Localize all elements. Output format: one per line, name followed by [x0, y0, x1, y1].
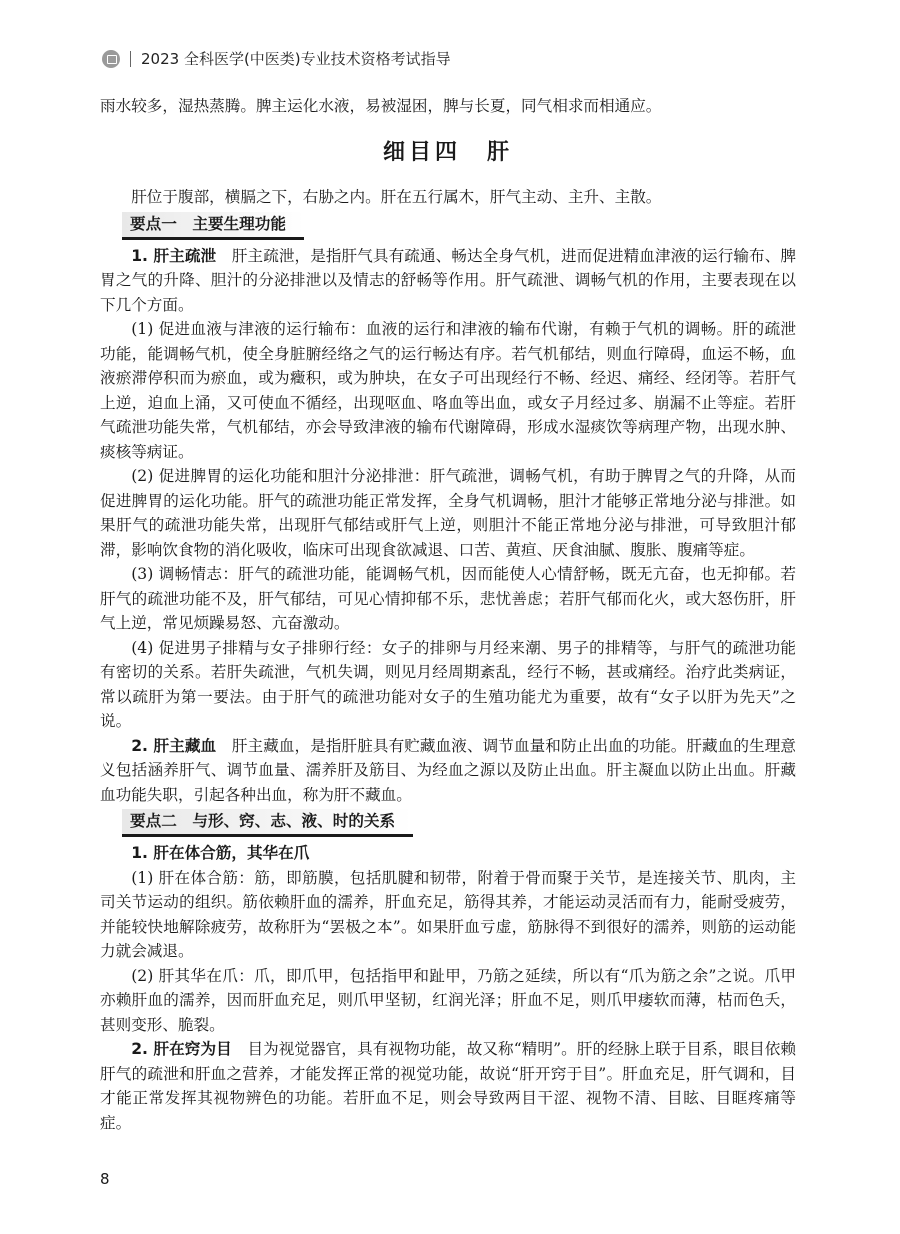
- item-lead: 1. 肝在体合筋，其华在爪: [131, 844, 310, 862]
- section-heading-2: 要点二 与形、窍、志、液、时的关系: [122, 809, 413, 837]
- chapter-summary: 肝位于腹部，横膈之下，右胁之内。肝在五行属木，肝气主动、主升、主散。: [131, 188, 662, 206]
- item-liver-blood-storage: [100, 734, 796, 808]
- item-lead: 2. 肝主藏血: [131, 736, 217, 755]
- book-icon: [102, 50, 120, 68]
- sub-paragraph: (3) 调畅情志：肝气的疏泄功能，能调畅气机，因而能使人心情舒畅，既无亢奋，也无抑郁。若肝气的疏泄功能不及，肝气郁结，可见心情抑郁不乐，悲忧善虑；若肝气郁而化火，或大怒伤肝，肝气上逆，常见烦躁易怒、亢奋激动。: [100, 565, 796, 632]
- item-text: 肝主藏血，是指肝脏具有贮藏血液、调节血量和防止出血的功能。肝藏血的生理意义包括涵养肝气、调节血量、濡养肝及筋目、为经血之源以及防止出血。肝主凝血以防止出血。肝藏血功能失职，引起各种出血，称为肝不藏血。: [100, 736, 796, 804]
- item-liver-eyes: [100, 1037, 796, 1135]
- sub-paragraph: (4) 促进男子排精与女子排卵行经：女子的排卵与月经来潮、男子的排精等，与肝气的疏泄功能有密切的关系。若肝失疏泄，气机失调，则见月经周期紊乱，经行不畅，甚或痛经。治疗此类病证，常以疏肝为第一要法。由于肝气的疏泄功能对女子的生殖功能尤为重要，故有“女子以肝为先天”之说。: [100, 638, 796, 730]
- book-title: 2023 全科医学(中医类)专业技术资格考试指导: [141, 50, 451, 68]
- running-header: [102, 48, 451, 69]
- sub-paragraph: (2) 肝其华在爪：爪，即爪甲，包括指甲和趾甲，乃筋之延续，所以有“爪为筋之余”之说。爪甲亦赖肝血的濡养，因而肝血充足，则爪甲坚韧，红润光泽；肝血不足，则爪甲痿软而薄，枯而色夭，甚则变形、脆裂。: [100, 966, 796, 1034]
- item-text: 肝主疏泄，是指肝气具有疏通、畅达全身气机，进而促进精血津液的运行输布、脾胃之气的升降、胆汁的分泌排泄以及情志的舒畅等作用。肝气疏泄、调畅气机的作用，主要表现在以下几个方面。: [100, 246, 796, 314]
- header-divider: [130, 51, 131, 67]
- page-number: 8: [100, 1170, 110, 1188]
- chapter-title: 细目四 肝: [382, 139, 513, 165]
- intro-paragraph: 雨水较多，湿热蒸腾。脾主运化水液，易被湿困，脾与长夏，同气相求而相通应。: [100, 97, 662, 115]
- item-lead: 2. 肝在窍为目: [131, 1040, 232, 1058]
- item-liver-dispersion: [100, 244, 796, 318]
- item-tendon-nails: [100, 841, 796, 866]
- sub-paragraph: (1) 肝在体合筋：筋，即筋膜，包括肌腱和韧带，附着于骨而聚于关节，是连接关节、肌肉，主司关节运动的组织。筋依赖肝血的濡养，肝血充足，筋得其养，才能运动灵活而有力，能耐受疲劳，并能较快地解除疲劳，故称肝为“罢极之本”。如果肝血亏虚，筋脉得不到很好的濡养，则筋的运动能力就会减退。: [100, 868, 796, 960]
- item-lead: 1. 肝主疏泄: [131, 246, 217, 265]
- sub-paragraph: (1) 促进血液与津液的运行输布：血液的运行和津液的输布代谢，有赖于气机的调畅。肝的疏泄功能，能调畅气机，使全身脏腑经络之气的运行畅达有序。若气机郁结，则血行障碍，血运不畅，血液瘀滞停积而为瘀血，或为癥积，或为肿块，在女子可出现经行不畅、经迟、痛经、经闭等。若肝气上逆，迫血上涌，又可使血不循经，出现呕血、咯血等出血，或女子月经过多、崩漏不止等症。若肝气疏泄功能失常，气机郁结，亦会导致津液的输布代谢障碍，形成水湿痰饮等病理产物，出现水肿、痰核等病证。: [100, 320, 796, 461]
- item-text: 目为视觉器官，具有视物功能，故又称“精明”。肝的经脉上联于目系，眼目依赖肝气的疏泄和肝血之营养，才能发挥正常的视觉功能，故说“肝开窍于目”。肝血充足，肝气调和，目才能正常发挥其视物辨色的功能。若肝血不足，则会导致两目干涩、视物不清、目眩、目眶疼痛等症。: [100, 1040, 796, 1132]
- section-heading-1: 要点一 主要生理功能: [122, 212, 304, 240]
- sub-paragraph: (2) 促进脾胃的运化功能和胆汁分泌排泄：肝气疏泄，调畅气机，有助于脾胃之气的升降，从而促进脾胃的运化功能。肝气的疏泄功能正常发挥，全身气机调畅，胆汁才能够正常地分泌与排泄。如果肝气的疏泄功能失常，出现肝气郁结或肝气上逆，则胆汁不能正常地分泌与排泄，可导致胆汁郁滞，影响饮食物的消化吸收，临床可出现食欲减退、口苦、黄疸、厌食油腻、腹胀、腹痛等症。: [100, 467, 796, 559]
- page-content: [100, 94, 796, 1135]
